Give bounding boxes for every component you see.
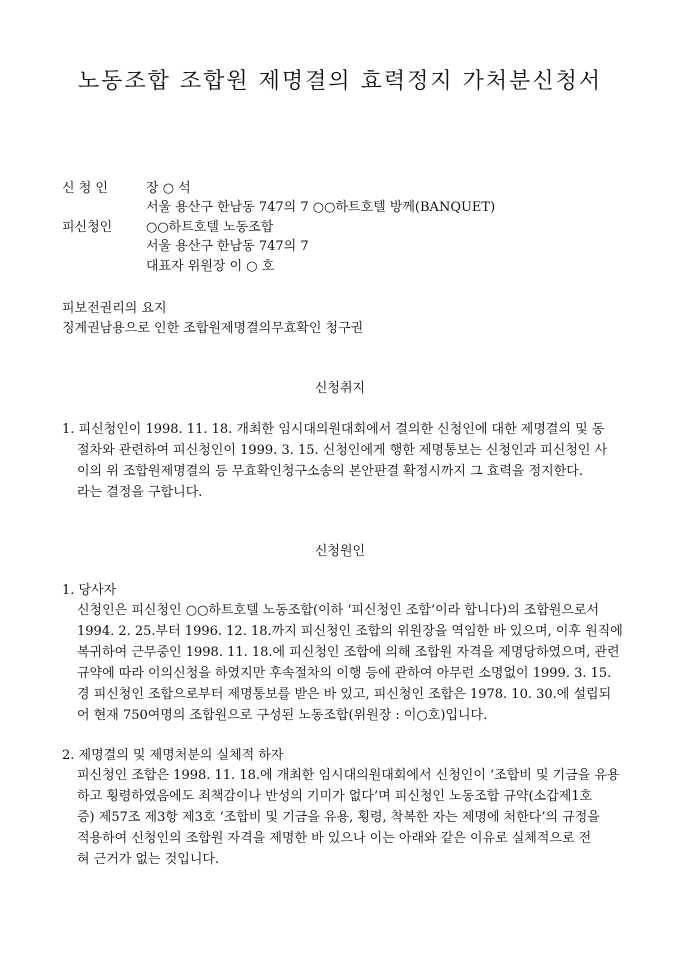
purpose-line: 이의 위 조합원제명결의 등 무효확인청구소송의 본안판결 확정시까지 그 효력을 정지한다. <box>77 464 583 479</box>
respondent-label: 피신청인 <box>62 220 113 235</box>
section1-line: 신청인은 피신청인 ○○하트호텔 노동조합(이하 ‘피신청인 조합’이라 합니다)의 조합원으로서 <box>77 603 600 618</box>
section2-line: 피신청인 조합은 1998. 11. 18.에 개최한 임시대의원대회에서 신청인이 ‘조합비 및 기금을 유용 <box>77 768 620 783</box>
section1-title: 1. 당사자 <box>62 583 117 598</box>
section1-line: 1994. 2. 25.부터 1996. 12. 18.까지 피신청인 조합의 위원장을 역임한 바 있으며, 이후 원직에 <box>77 624 623 639</box>
section2-line: 하고 횡령하였음에도 죄책감이나 반성의 기미가 없다’며 피신청인 노동조합 규약(소갑제1호 <box>77 789 593 804</box>
purpose-line: 절차와 관련하여 피신청인이 1999. 3. 15. 신청인에게 행한 제명통보는 신청인과 피신청인 사 <box>77 443 608 458</box>
respondent-representative: 대표자 위원장 이 ○ 호 <box>146 259 275 274</box>
applicant-label: 신 청 인 <box>62 181 108 196</box>
section1-line: 복귀하여 근무중인 1998. 11. 18.에 피신청인 조합에 의해 조합원 자격을 제명당하였으며, 관련 <box>77 645 620 660</box>
section1-line: 경 피신청인 조합으로부터 제명통보를 받은 바 있고, 피신청인 조합은 1978. 10. 30.에 설립되 <box>77 687 612 702</box>
applicant-address: 서울 용산구 한남동 747의 7 ○○하트호텔 방께(BANQUET) <box>146 200 496 215</box>
purpose-line: 라는 결정을 구합니다. <box>77 485 203 500</box>
respondent-name: ○○하트호텔 노동조합 <box>146 220 274 235</box>
section1-line: 규약에 따라 이의신청을 하였지만 후속절차의 이행 등에 관하여 아무런 소명없이 1999. 3. 15. <box>77 666 612 681</box>
section1-line: 어 현재 750여명의 조합원으로 구성된 노동조합(위원장 : 이○호)입니다. <box>77 708 488 723</box>
section2-line: 혀 근거가 없는 것입니다. <box>77 852 220 867</box>
section2-line: 증) 제57조 제3항 제3호 ‘조합비 및 기금을 유용, 횡령, 착복한 자는 제명에 처한다’의 규정을 <box>77 810 600 825</box>
summary-text: 징계권남용으로 인한 조합원제명결의무효확인 청구권 <box>62 321 364 336</box>
purpose-line: 1. 피신청인이 1998. 11. 18. 개최한 임시대의원대회에서 결의한 신청인에 대한 제명결의 및 동 <box>62 422 605 437</box>
purpose-heading: 신청취지 <box>314 381 366 396</box>
document-title: 노동조합 조합원 제명결의 효력정지 가처분신청서 <box>77 69 603 94</box>
respondent-address: 서울 용산구 한남동 747의 7 <box>146 239 309 254</box>
section2-title: 2. 제명결의 및 제명처분의 실체적 하자 <box>62 748 284 763</box>
applicant-name: 장 ○ 석 <box>146 181 191 196</box>
reasons-heading: 신청원인 <box>314 544 366 559</box>
section2-line: 적용하여 신청인의 조합원 자격을 제명한 바 있으나 이는 아래와 같은 이유로 실체적으로 전 <box>77 831 592 846</box>
summary-heading: 피보전권리의 요지 <box>62 301 167 316</box>
